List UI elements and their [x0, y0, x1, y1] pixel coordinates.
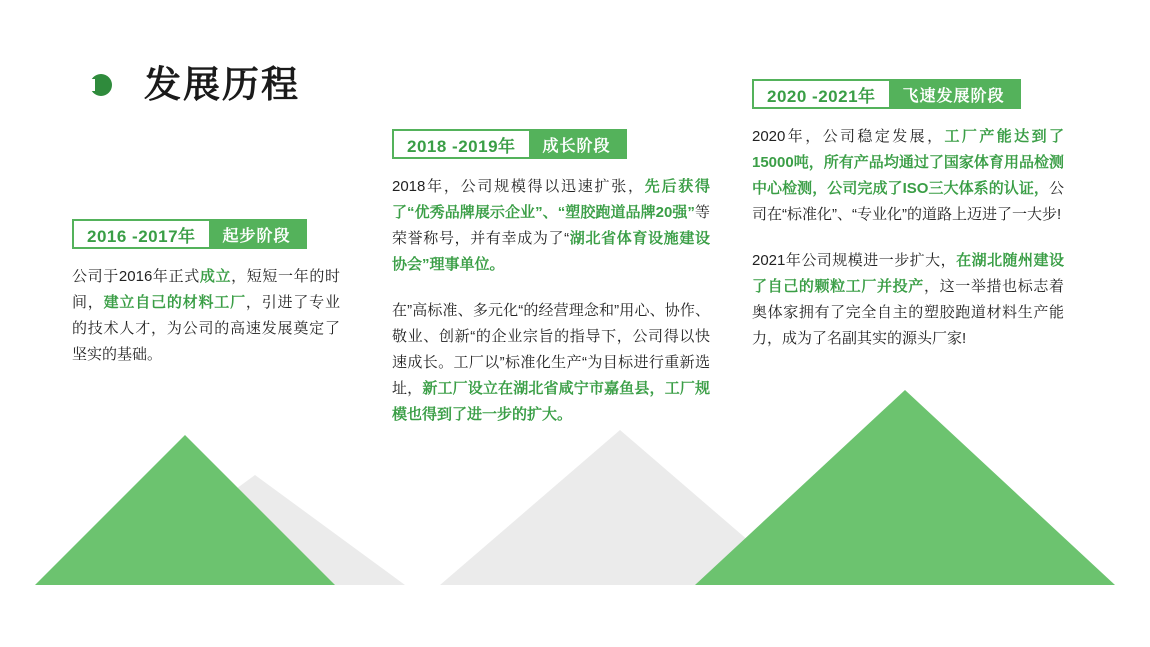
- body-text: 公司在“标准化”、“专业化”的道路上迈进了一大步!: [752, 180, 1064, 223]
- body-text: 在”高标准、多元化“的经营理念和”用心、协作、敬业、创新“的企业宗旨的指导下，公司得以快速成长。工厂以”标准化生产“为目标进行重新选址，: [392, 302, 710, 397]
- timeline-label-1: [72, 219, 307, 249]
- body-text: 等荣誉称号，并有幸成为了“: [392, 204, 710, 247]
- timeline-block-3: [752, 79, 1064, 352]
- body-text: ，引进了专业的技术人才，为公司的高速发展奠定了坚实的基础。: [72, 294, 340, 363]
- page-title: [90, 66, 300, 103]
- timeline-phase-2: 成长阶段: [529, 131, 625, 157]
- highlighted-text: 工厂产能达到了15000吨，所有产品均通过了国家体育用品检测中心检测，公司完成了ISO三大体系的认证，: [752, 128, 1064, 197]
- body-text: 2020年，公司稳定发展，: [752, 128, 945, 145]
- body-text: 2021年公司规模进一步扩大，: [752, 252, 957, 269]
- timeline-years-2: 2018 -2019年: [407, 136, 516, 156]
- highlighted-text: 在湖北随州建设了自己的颗粒工厂并投产: [752, 252, 1064, 295]
- bullet-icon: [90, 74, 112, 96]
- highlighted-text: 先后获得了“优秀品牌展示企业”、“塑胶跑道品牌20强”: [392, 178, 710, 221]
- timeline-label-3: [752, 79, 1021, 109]
- mountain-silhouette: [0, 335, 1150, 585]
- body-text: ，这一举措也标志着奥体家拥有了完全自主的塑胶跑道材料生产能力，成为了名副其实的源头厂家!: [752, 278, 1064, 347]
- timeline-phase-3: 飞速发展阶段: [889, 81, 1019, 107]
- timeline-paragraph: [392, 174, 710, 278]
- highlighted-text: 建立自己的材料工厂: [103, 294, 246, 311]
- timeline-label-2: [392, 129, 627, 159]
- highlighted-text: 新工厂设立在湖北省咸宁市嘉鱼县，工厂规模也得到了进一步的扩大。: [392, 380, 710, 423]
- timeline-paragraph: [752, 124, 1064, 228]
- timeline-years-3: 2020 -2021年: [767, 86, 876, 106]
- mountain-green-right: [695, 390, 1115, 585]
- body-text: 公司于2016年正式: [72, 268, 200, 285]
- footer-spacer: [0, 585, 1150, 647]
- highlighted-text: 湖北省体育设施建设协会”理事单位。: [392, 230, 710, 273]
- body-text: ，短短一年的时间，: [72, 268, 340, 311]
- timeline-phase-1: 起步阶段: [209, 221, 305, 247]
- body-text: 2018年，公司规模得以迅速扩张，: [392, 178, 645, 195]
- highlighted-text: 成立: [199, 268, 232, 285]
- timeline-years-1: 2016 -2017年: [87, 226, 196, 246]
- page-title-text: 发展历程: [144, 64, 300, 105]
